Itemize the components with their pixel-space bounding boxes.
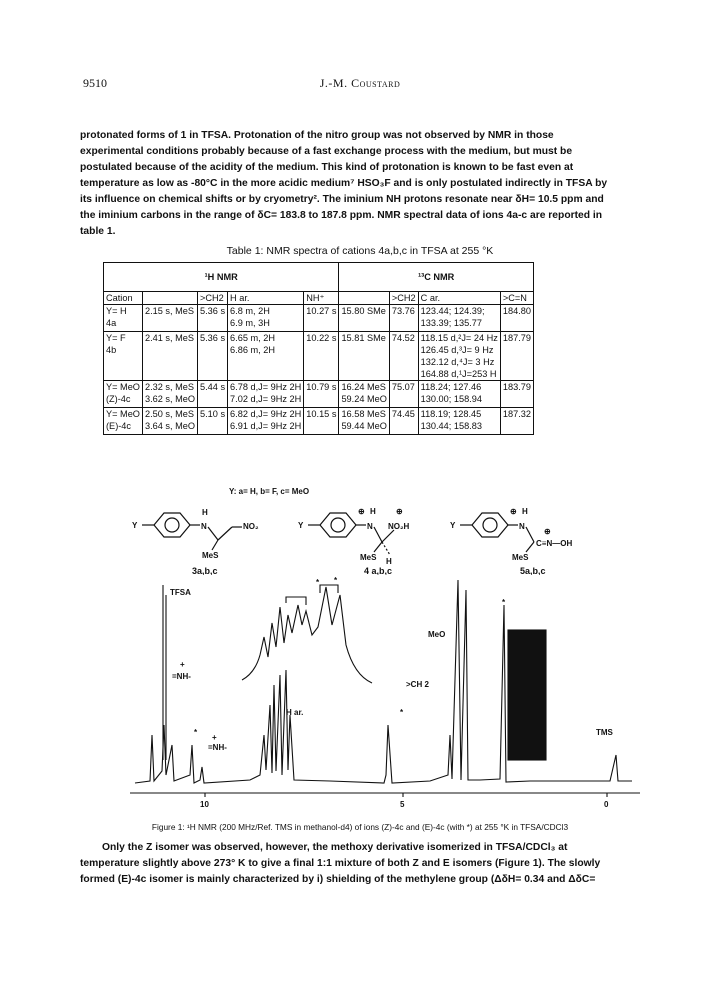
label-har: H ar. <box>286 708 304 717</box>
label-tfsa: TFSA <box>170 588 191 597</box>
label-nh-2: =NH- <box>208 743 227 752</box>
atom-no2h: NO₂H <box>388 522 410 531</box>
chemical-structures <box>120 500 600 575</box>
col-header: >CH2 <box>389 292 418 305</box>
label-star: * <box>334 576 338 585</box>
column-header-row <box>104 292 534 305</box>
label-nh: =NH- <box>172 672 191 681</box>
label-star: * <box>502 598 506 607</box>
compound-label-4: 4 a,b,c <box>364 566 393 575</box>
atom-h: H <box>370 507 376 516</box>
atom-mes: MeS <box>202 551 219 560</box>
label-meo: MeO <box>428 630 446 639</box>
table-row <box>104 381 534 408</box>
table-cell: 187.79 <box>500 332 533 381</box>
page-number: 9510 <box>83 76 107 90</box>
table-cell: 73.76 <box>389 305 418 332</box>
table-cell: 118.15 d,²J= 24 Hz 126.45 d,³J= 9 Hz 132.12 d,⁴J= 3 Hz 164.88 d,¹J=253 H <box>418 332 500 381</box>
axis-tick-5: 5 <box>400 800 405 809</box>
table-cell: 183.79 <box>500 381 533 408</box>
running-author: J.-M. Coustard <box>319 76 401 90</box>
table-cell: 74.45 <box>389 408 418 435</box>
table-cell: 6.82 d,J= 9Hz 2H 6.91 d,J= 9Hz 2H <box>228 408 304 435</box>
table-cell: 5.36 s <box>198 305 228 332</box>
table-cell: 5.44 s <box>198 381 228 408</box>
col-header: H ar. <box>228 292 304 305</box>
table-cell: 10.15 s <box>304 408 339 435</box>
table-cell: 16.58 MeS 59.44 MeO <box>339 408 389 435</box>
paragraph-line: its influence on chemical shifts or by cryometry². The iminium NH protons resonate near δH= 10.5 ppm and <box>80 194 604 205</box>
plus-sign: ⊕ <box>544 527 551 536</box>
atom-h: H <box>202 508 208 517</box>
nmr-table <box>103 262 534 435</box>
table-cell: 118.19; 128.45 130.44; 158.83 <box>418 408 500 435</box>
label-ch2: >CH 2 <box>406 680 429 689</box>
col-header <box>339 292 389 305</box>
atom-y: Y <box>450 521 456 530</box>
table-cell: 74.52 <box>389 332 418 381</box>
table-cell: 2.15 s, MeS <box>142 305 197 332</box>
atom-h: H <box>522 507 528 516</box>
table-cell: 10.79 s <box>304 381 339 408</box>
table-cell: Y= MeO (Z)-4c <box>104 381 143 408</box>
col-header: >CH2 <box>198 292 228 305</box>
paragraph-line: postulated because of the acidity of the medium. This kind of protonation is known to be fast even at <box>80 162 574 173</box>
substituent-legend: Y: a= H, b= F, c= MeO <box>229 487 310 496</box>
label-star: * <box>316 578 320 587</box>
paragraph-2 <box>80 840 640 888</box>
table-cell: 2.41 s, MeS <box>142 332 197 381</box>
paragraph-line: protonated forms of 1 in TFSA. Protonation of the nitro group was not observed by NMR in those <box>80 130 554 141</box>
label-star: * <box>194 728 198 737</box>
label-plus: + <box>180 660 185 669</box>
table-cell: 5.10 s <box>198 408 228 435</box>
paragraph-line: temperature as low as -80°C in the more acidic medium⁷ HSO₃F and is only postulated indirectly in TFSA by <box>80 178 608 189</box>
nmr-spectrum <box>130 575 640 815</box>
table-cell: 123.44; 124.39; 133.39; 135.77 <box>418 305 500 332</box>
atom-cnoh: C≡N—OH <box>536 539 573 548</box>
paragraph-line: the iminium carbons in the range of δC= 183.8 to 187.8 ppm. NMR spectral data of ions 4a-c are reported in <box>80 210 603 221</box>
table-cell: 2.50 s, MeS 3.64 s, MeO <box>142 408 197 435</box>
compound-label-5: 5a,b,c <box>520 566 546 575</box>
paragraph-line: experimental conditions probably because of a fast exchange process with the medium, but must be <box>80 146 573 157</box>
table-cell: 184.80 <box>500 305 533 332</box>
figure-caption: Figure 1: ¹H NMR (200 MHz/Ref. TMS in methanol-d4) of ions (Z)-4c and (E)-4c (with *) at 255 °K in TFSA/CDCl3 <box>151 822 569 832</box>
table-cell: 15.81 SMe <box>339 332 389 381</box>
paragraph-line: formed (E)-4c isomer is mainly characterized by i) shielding of the methylene group (ΔδH= 0.34 and ΔδC= <box>80 874 596 885</box>
table-cell: 187.32 <box>500 408 533 435</box>
atom-n: N <box>367 522 373 531</box>
table-cell: 10.27 s <box>304 305 339 332</box>
axis-tick-0: 0 <box>604 800 609 809</box>
table-cell: 6.78 d,J= 9Hz 2H 7.02 d,J= 9Hz 2H <box>228 381 304 408</box>
plus-sign: ⊕ <box>396 507 403 516</box>
table-row <box>104 332 534 381</box>
table-caption: Table 1: NMR spectra of cations 4a,b,c in TFSA at 255 °K <box>226 245 494 257</box>
axis-tick-10: 10 <box>200 800 209 809</box>
table-cell: 75.07 <box>389 381 418 408</box>
table-cell: 2.32 s, MeS 3.62 s, MeO <box>142 381 197 408</box>
atom-mes: MeS <box>360 553 377 562</box>
table-row <box>104 305 534 332</box>
table-row <box>104 408 534 435</box>
atom-n: N <box>201 522 207 531</box>
table-cell: Y= MeO (E)-4c <box>104 408 143 435</box>
atom-no2: NO₂ <box>243 522 259 531</box>
col-header: Cation <box>104 292 143 305</box>
table-cell: 15.80 SMe <box>339 305 389 332</box>
atom-h: H <box>386 557 392 566</box>
col-header: >C=N <box>500 292 533 305</box>
table-cell: 118.24; 127.46 130.00; 158.94 <box>418 381 500 408</box>
label-star: * <box>400 708 404 717</box>
table-cell: 5.36 s <box>198 332 228 381</box>
label-tms: TMS <box>596 728 613 737</box>
paragraph-line: temperature slightly above 273° K to give a final 1:1 mixture of both Z and E isomers (Figure 1). The slowly <box>80 858 601 869</box>
paragraph-line: Only the Z isomer was observed, however, the methoxy derivative isomerized in TFSA/CDCl₃ at <box>102 842 568 853</box>
label-plus: + <box>212 733 217 742</box>
h-nmr-group-header: ¹H NMR <box>104 263 339 292</box>
col-header: NH⁺ <box>304 292 339 305</box>
c-nmr-group-header: ¹³C NMR <box>339 263 534 292</box>
atom-mes: MeS <box>512 553 529 562</box>
paragraph-1 <box>80 128 640 240</box>
atom-y: Y <box>132 521 138 530</box>
plus-sign: ⊕ <box>510 507 517 516</box>
atom-y: Y <box>298 521 304 530</box>
paragraph-line: table 1. <box>80 226 116 237</box>
col-header: C ar. <box>418 292 500 305</box>
col-header <box>142 292 197 305</box>
table-cell: 16.24 MeS 59.24 MeO <box>339 381 389 408</box>
table-cell: 6.8 m, 2H 6.9 m, 3H <box>228 305 304 332</box>
table-cell: Y= H 4a <box>104 305 143 332</box>
plus-sign: ⊕ <box>358 507 365 516</box>
table-cell: Y= F 4b <box>104 332 143 381</box>
table-cell: 6.65 m, 2H 6.86 m, 2H <box>228 332 304 381</box>
table-cell: 10.22 s <box>304 332 339 381</box>
atom-n: N <box>519 522 525 531</box>
compound-label-3: 3a,b,c <box>192 566 218 575</box>
